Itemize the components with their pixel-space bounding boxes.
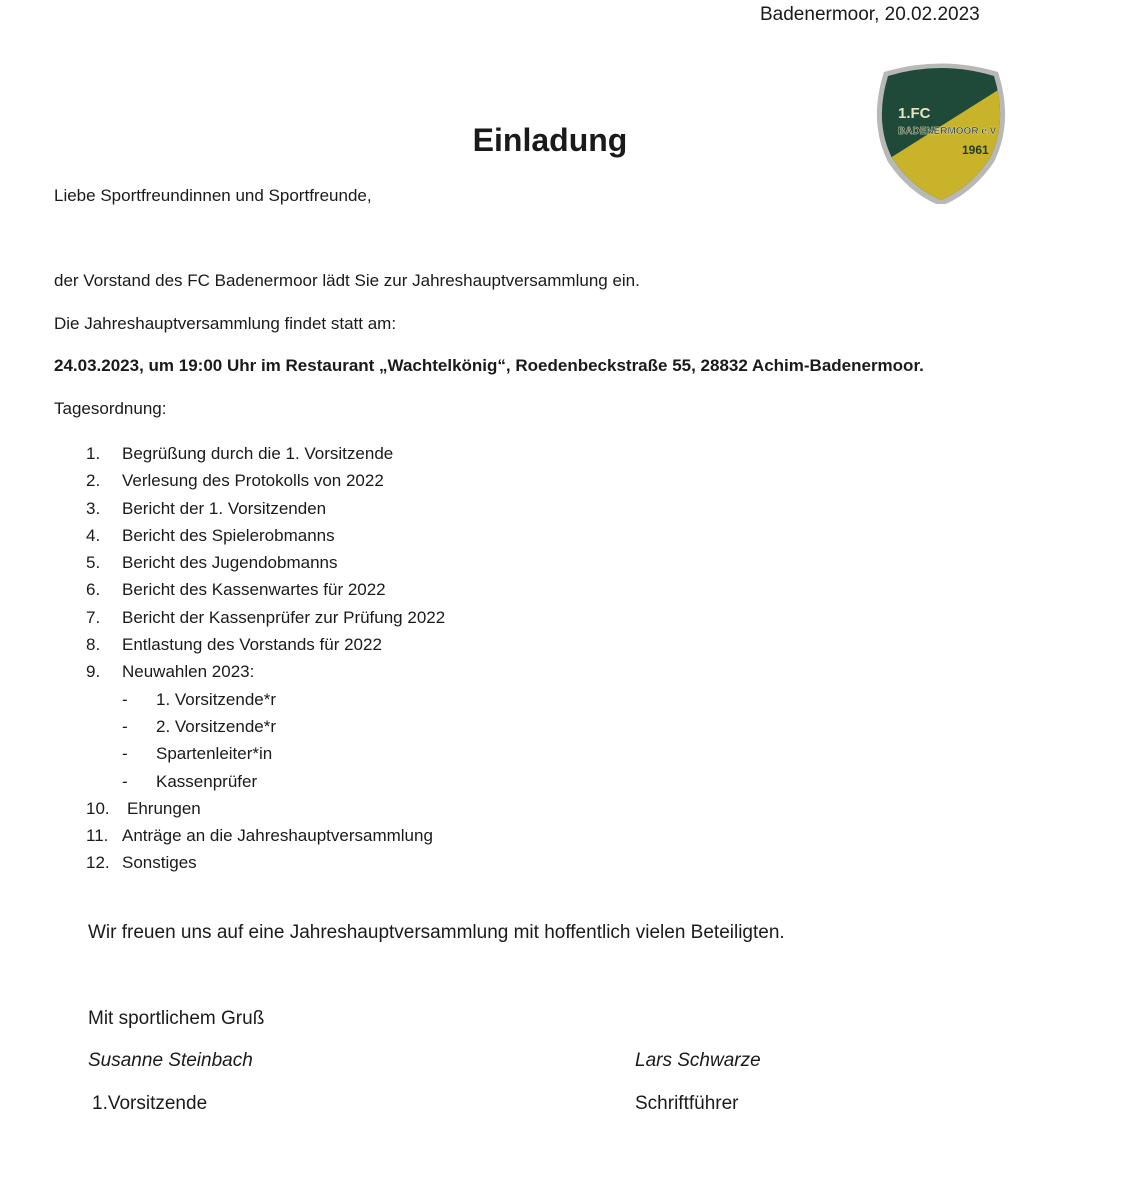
crest-text-1fc: 1.FC: [898, 105, 931, 122]
agenda-item-number: 3.: [86, 498, 101, 518]
signer2-role: Schriftführer: [635, 1093, 739, 1114]
agenda-sub-item: [86, 740, 445, 767]
agenda-item-text: Anträge an die Jahreshauptversammlung: [122, 826, 433, 846]
agenda-item-text: Bericht des Spielerobmanns: [122, 525, 335, 545]
agenda-item-number: 5.: [86, 553, 101, 573]
agenda-sub-item: [86, 686, 445, 713]
agenda-sub-item-dash: -: [122, 771, 128, 791]
agenda-item-text: Bericht der Kassenprüfer zur Prüfung 2022: [122, 607, 446, 627]
meeting-date-intro: Die Jahreshauptversammlung findet statt am:: [54, 314, 397, 333]
agenda-item-number: 12.: [86, 853, 110, 873]
agenda-item-number: 7.: [86, 607, 101, 627]
agenda-sub-item-text: Kassenprüfer: [156, 771, 258, 791]
regards-line: Mit sportlichem Gruß: [88, 1008, 265, 1029]
date-line: Badenermoor, 20.02.2023: [760, 4, 980, 25]
agenda-item-number: 11.: [86, 826, 109, 846]
agenda-sub-item-dash: -: [122, 744, 128, 764]
agenda-item-number: 6.: [86, 580, 101, 600]
greeting: Liebe Sportfreundinnen und Sportfreunde,: [54, 186, 372, 205]
agenda-sub-item: [86, 713, 445, 740]
signer1-name: Susanne Steinbach: [88, 1050, 253, 1071]
agenda-item: [86, 467, 445, 494]
agenda-item: [86, 440, 445, 467]
agenda-item-text: Ehrungen: [127, 798, 201, 818]
agenda-item: [86, 631, 445, 658]
signer2-name: Lars Schwarze: [635, 1050, 761, 1071]
agenda-heading: Tagesordnung:: [54, 399, 167, 418]
agenda-sub-item-text: Spartenleiter*in: [156, 744, 273, 764]
agenda-item: [86, 658, 445, 685]
agenda-item-number: 9.: [86, 662, 101, 682]
agenda-sub-item-dash: -: [122, 689, 128, 709]
agenda-item-text: Sonstiges: [122, 853, 197, 873]
agenda-sub-item-dash: -: [122, 716, 128, 736]
agenda-list: [86, 440, 445, 877]
agenda-item-number: 10.: [86, 798, 110, 818]
agenda-item: [86, 576, 445, 603]
closing-sentence: Wir freuen uns auf eine Jahreshauptversammlung mit hoffentlich vielen Beteiligten.: [88, 922, 785, 943]
agenda-item-text: Begrüßung durch die 1. Vorsitzende: [122, 444, 394, 463]
agenda-sub-item-text: 2. Vorsitzende*r: [156, 716, 277, 736]
crest-text-club: BADENERMOOR e.V: [898, 126, 997, 137]
agenda-item-number: 2.: [86, 471, 101, 491]
event-details: 24.03.2023, um 19:00 Uhr im Restaurant „Wachtelkönig“, Roedenbeckstraße 55, 28832 Achim-Badenermoor.: [54, 356, 924, 375]
agenda-item-number: 4.: [86, 525, 101, 545]
agenda-item: [86, 522, 445, 549]
agenda-item: [86, 849, 445, 876]
agenda-item-text: Verlesung des Protokolls von 2022: [122, 471, 384, 491]
crest-text-year: 1961: [962, 143, 989, 157]
agenda-item-text: Bericht des Kassenwartes für 2022: [122, 580, 386, 600]
intro-paragraph: der Vorstand des FC Badenermoor lädt Sie zur Jahreshauptversammlung ein.: [54, 271, 640, 290]
agenda-item: [86, 822, 445, 849]
agenda-item-text: Bericht der 1. Vorsitzenden: [122, 498, 327, 518]
agenda-item-number: 8.: [86, 635, 101, 655]
agenda-sub-item-text: 1. Vorsitzende*r: [156, 689, 277, 709]
agenda-item-text: Bericht des Jugendobmanns: [122, 553, 338, 573]
agenda-item-text: Neuwahlen 2023:: [122, 662, 255, 682]
agenda-item: [86, 495, 445, 522]
agenda-item: [86, 795, 445, 822]
agenda-item: [86, 604, 445, 631]
agenda-sub-item: [86, 768, 445, 795]
agenda-item-text: Entlastung des Vorstands für 2022: [122, 635, 382, 655]
agenda-item-number: 1.: [86, 444, 101, 463]
agenda-item: [86, 549, 445, 576]
document-title: Einladung: [472, 122, 628, 158]
signer1-role: 1.Vorsitzende: [92, 1093, 208, 1114]
